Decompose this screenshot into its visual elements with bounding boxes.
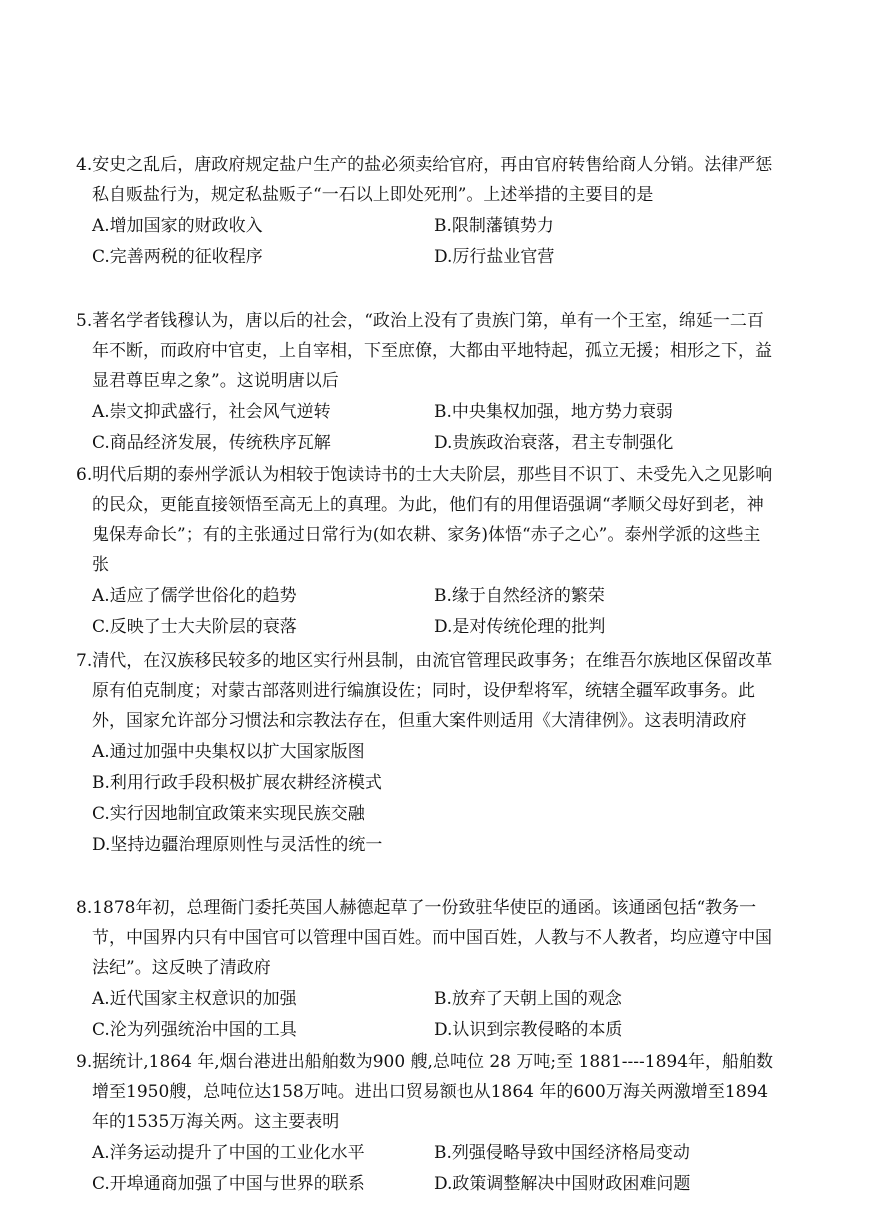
question-7: [76, 646, 776, 860]
option-d: D.认识到宗教侵略的本质: [434, 1019, 623, 1040]
option-a: A.通过加强中央集权以扩大国家版图: [92, 741, 365, 762]
option-b: B.利用行政手段积极扩展农耕经济模式: [92, 772, 382, 793]
options: [76, 580, 776, 642]
question-stem: 7.清代，在汉族移民较多的地区实行州县制，由流官管理民政事务；在维吾尔族地区保留改革原有伯克制度；对蒙古部落则进行编旗设佐；同时，设伊犁将军，统辖全疆军政事务。此外，国家允许部分习惯法和宗教法存在，但重大案件则适用《大清律例》。这表明清政府: [76, 651, 773, 731]
question-stem: 8.1878年初，总理衙门委托英国人赫德起草了一份致驻华使臣的通函。该通函包括“教务一节，中国界内只有中国官可以管理中国百姓。而中国百姓，人教与不人教者，均应遵守中国法纪”。这反映了清政府: [76, 898, 772, 978]
question-4: [76, 150, 776, 272]
question-stem: 4.安史之乱后，唐政府规定盐户生产的盐必须卖给官府，再由官府转售给商人分销。法律严惩私自贩盐行为，规定私盐贩子“一石以上即处死刑”。上述举措的主要目的是: [76, 155, 773, 205]
question-6: [76, 460, 776, 642]
option-d: D.是对传统伦理的批判: [434, 616, 606, 637]
option-a: A.崇文抑武盛行，社会风气逆转: [92, 401, 331, 422]
option-b: B.缘于自然经济的繁荣: [434, 585, 605, 606]
option-c: C.完善两税的征收程序: [92, 246, 263, 267]
option-d: D.贵族政治衰落，君主专制强化: [434, 432, 674, 453]
option-b: B.限制藩镇势力: [434, 215, 554, 236]
option-a: A.近代国家主权意识的加强: [92, 988, 297, 1009]
question-stem: 5.著名学者钱穆认为，唐以后的社会，“政治上没有了贵族门第，单有一个王室，绵延一二百年不断，而政府中官吏，上自宰相，下至庶僚，大都由平地特起，孤立无援；相形之下，益显君尊臣卑之象”。这说明唐以后: [76, 311, 772, 391]
options: [76, 736, 776, 860]
option-b: B.中央集权加强，地方势力衰弱: [434, 401, 673, 422]
option-b: B.列强侵略导致中国经济格局变动: [434, 1142, 690, 1163]
question-8: [76, 893, 776, 1045]
option-d: D.厉行盐业官营: [434, 246, 555, 267]
options: [76, 983, 776, 1045]
option-c: C.沦为列强统治中国的工具: [92, 1019, 297, 1040]
option-b: B.放弃了天朝上国的观念: [434, 988, 622, 1009]
option-a: A.适应了儒学世俗化的趋势: [92, 585, 297, 606]
option-d: D.政策调整解决中国财政困难问题: [434, 1173, 691, 1194]
question-5: [76, 306, 776, 458]
option-c: C.商品经济发展，传统秩序瓦解: [92, 432, 331, 453]
options: [76, 396, 776, 458]
option-c: C.反映了士大夫阶层的衰落: [92, 616, 297, 637]
option-d: D.坚持边疆治理原则性与灵活性的统一: [92, 834, 383, 855]
option-a: A.洋务运动提升了中国的工业化水平: [92, 1142, 365, 1163]
options: [76, 210, 776, 272]
option-a: A.增加国家的财政收入: [92, 215, 263, 236]
question-stem: 9.据统计,1864 年,烟台港进出船舶数为900 艘,总吨位 28 万吨;至 1881----1894年，船舶数增至1950艘，总吨位达158万吨。进出口贸易额也从1864 年的600万海关两激增至1894年的1535万海关两。这主要表明: [76, 1052, 774, 1132]
options: [76, 1137, 776, 1199]
option-c: C.开埠通商加强了中国与世界的联系: [92, 1173, 365, 1194]
question-9: [76, 1047, 776, 1199]
option-c: C.实行因地制宜政策来实现民族交融: [92, 803, 365, 824]
question-stem: 6.明代后期的泰州学派认为相较于饱读诗书的士大夫阶层，那些目不识丁、未受先入之见影响的民众，更能直接领悟至高无上的真理。为此，他们有的用俚语强调“孝顺父母好到老，神鬼保寿命长”；有的主张通过日常行为(如农耕、家务)体悟“赤子之心”。泰州学派的这些主张: [76, 465, 773, 575]
